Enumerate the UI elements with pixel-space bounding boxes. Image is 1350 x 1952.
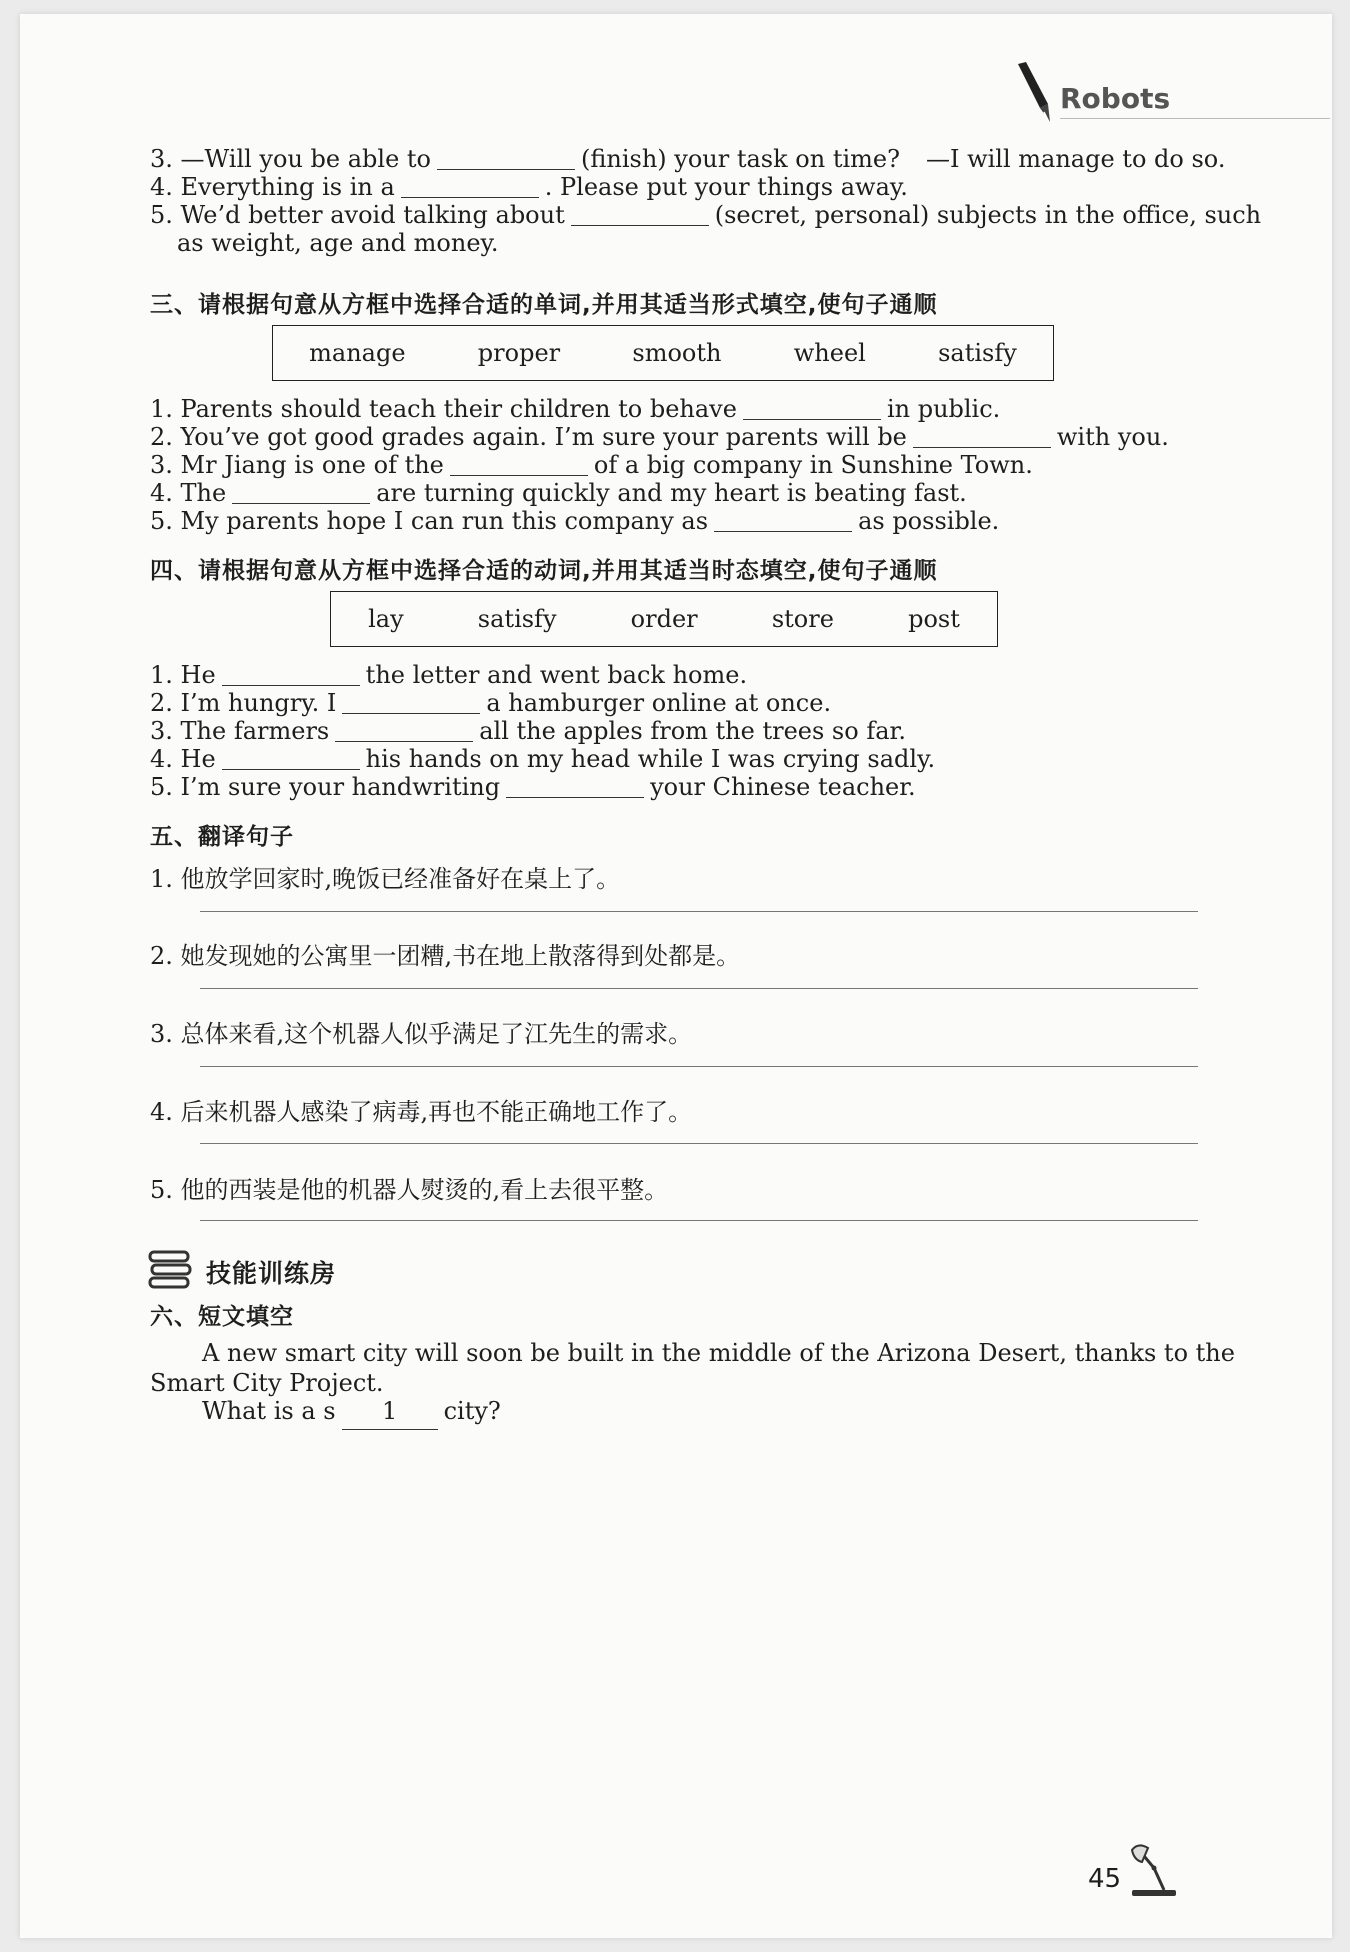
question-2-5: 5. We’d better avoid talking about (secret, personal) subjects in the office, such [150, 201, 1262, 229]
question-3-1: 1. Parents should teach their children to behave in public. [150, 395, 1001, 423]
word-option: post [908, 605, 960, 633]
answer-blank[interactable] [743, 395, 881, 420]
header-rule [1060, 118, 1330, 119]
translation-answer-line[interactable] [200, 1143, 1198, 1144]
answer-blank[interactable] [571, 201, 709, 226]
workbook-page [20, 14, 1332, 1938]
translation-item-2: 2. 她发现她的公寓里一团糟,书在地上散落得到处都是。 [150, 942, 741, 970]
pen-nib-icon [1010, 60, 1060, 130]
skills-section-title: 技能训练房 [206, 1259, 337, 1288]
section-6-heading: 六、短文填空 [150, 1304, 294, 1330]
passage-paragraph-2: What is a s 1 city? [202, 1394, 501, 1430]
translation-answer-line[interactable] [200, 1066, 1198, 1067]
word-box-section-3 [272, 325, 1054, 381]
answer-blank[interactable] [342, 689, 480, 714]
word-option: manage [309, 339, 406, 367]
answer-blank[interactable] [714, 507, 852, 532]
translation-answer-line[interactable] [200, 988, 1198, 989]
stacked-books-icon [148, 1248, 192, 1292]
word-option: lay [368, 605, 404, 633]
word-option: store [771, 605, 834, 633]
word-option: order [630, 605, 698, 633]
translation-item-5: 5. 他的西装是他的机器人熨烫的,看上去很平整。 [150, 1176, 669, 1204]
question-3-2: 2. You’ve got good grades again. I’m sure your parents will be with you. [150, 423, 1169, 451]
question-2-5-continued: as weight, age and money. [177, 229, 499, 257]
translation-answer-line[interactable] [200, 1220, 1198, 1221]
answer-blank[interactable] [222, 661, 360, 686]
translation-answer-line[interactable] [200, 911, 1198, 912]
passage-paragraph-1: A new smart city will soon be built in the middle of the Arizona Desert, thanks to the [202, 1339, 1235, 1367]
translation-item-3: 3. 总体来看,这个机器人似乎满足了江先生的需求。 [150, 1020, 693, 1048]
question-3-5: 5. My parents hope I can run this company as as possible. [150, 507, 1000, 535]
desk-lamp-icon [1124, 1840, 1184, 1900]
passage-paragraph-1-continued: Smart City Project. [150, 1369, 384, 1397]
answer-blank[interactable] [401, 173, 539, 198]
word-option: proper [477, 339, 561, 367]
page-header-title: Robots [1060, 82, 1171, 115]
answer-blank[interactable] [450, 451, 588, 476]
question-4-3: 3. The farmers all the apples from the trees so far. [150, 717, 906, 745]
word-option: smooth [632, 339, 722, 367]
question-3-4: 4. The are turning quickly and my heart is beating fast. [150, 479, 967, 507]
answer-blank[interactable] [437, 145, 575, 170]
question-2-3: 3. —Will you be able to (finish) your task on time? —I will manage to do so. [150, 145, 1226, 173]
answer-blank[interactable] [232, 479, 370, 504]
question-3-3: 3. Mr Jiang is one of the of a big company in Sunshine Town. [150, 451, 1033, 479]
question-4-4: 4. He his hands on my head while I was crying sadly. [150, 745, 936, 773]
translation-item-1: 1. 他放学回家时,晚饭已经准备好在桌上了。 [150, 865, 621, 893]
word-box-section-4 [330, 591, 998, 647]
page-number: 45 [1088, 1864, 1122, 1894]
question-4-5: 5. I’m sure your handwriting your Chinese teacher. [150, 773, 916, 801]
answer-blank[interactable] [222, 745, 360, 770]
answer-blank[interactable] [335, 717, 473, 742]
question-4-1: 1. He the letter and went back home. [150, 661, 748, 689]
word-option: satisfy [938, 339, 1017, 367]
section-3-heading: 三、请根据句意从方框中选择合适的单词,并用其适当形式填空,使句子通顺 [150, 292, 938, 318]
answer-blank[interactable] [913, 423, 1051, 448]
translation-item-4: 4. 后来机器人感染了病毒,再也不能正确地工作了。 [150, 1098, 693, 1126]
word-option: satisfy [477, 605, 557, 633]
numbered-blank[interactable]: 1 [342, 1394, 438, 1430]
question-2-4: 4. Everything is in a . Please put your things away. [150, 173, 908, 201]
section-5-heading: 五、翻译句子 [150, 824, 294, 850]
question-4-2: 2. I’m hungry. I a hamburger online at once. [150, 689, 832, 717]
section-4-heading: 四、请根据句意从方框中选择合适的动词,并用其适当时态填空,使句子通顺 [150, 558, 938, 584]
answer-blank[interactable] [506, 773, 644, 798]
word-option: wheel [793, 339, 866, 367]
